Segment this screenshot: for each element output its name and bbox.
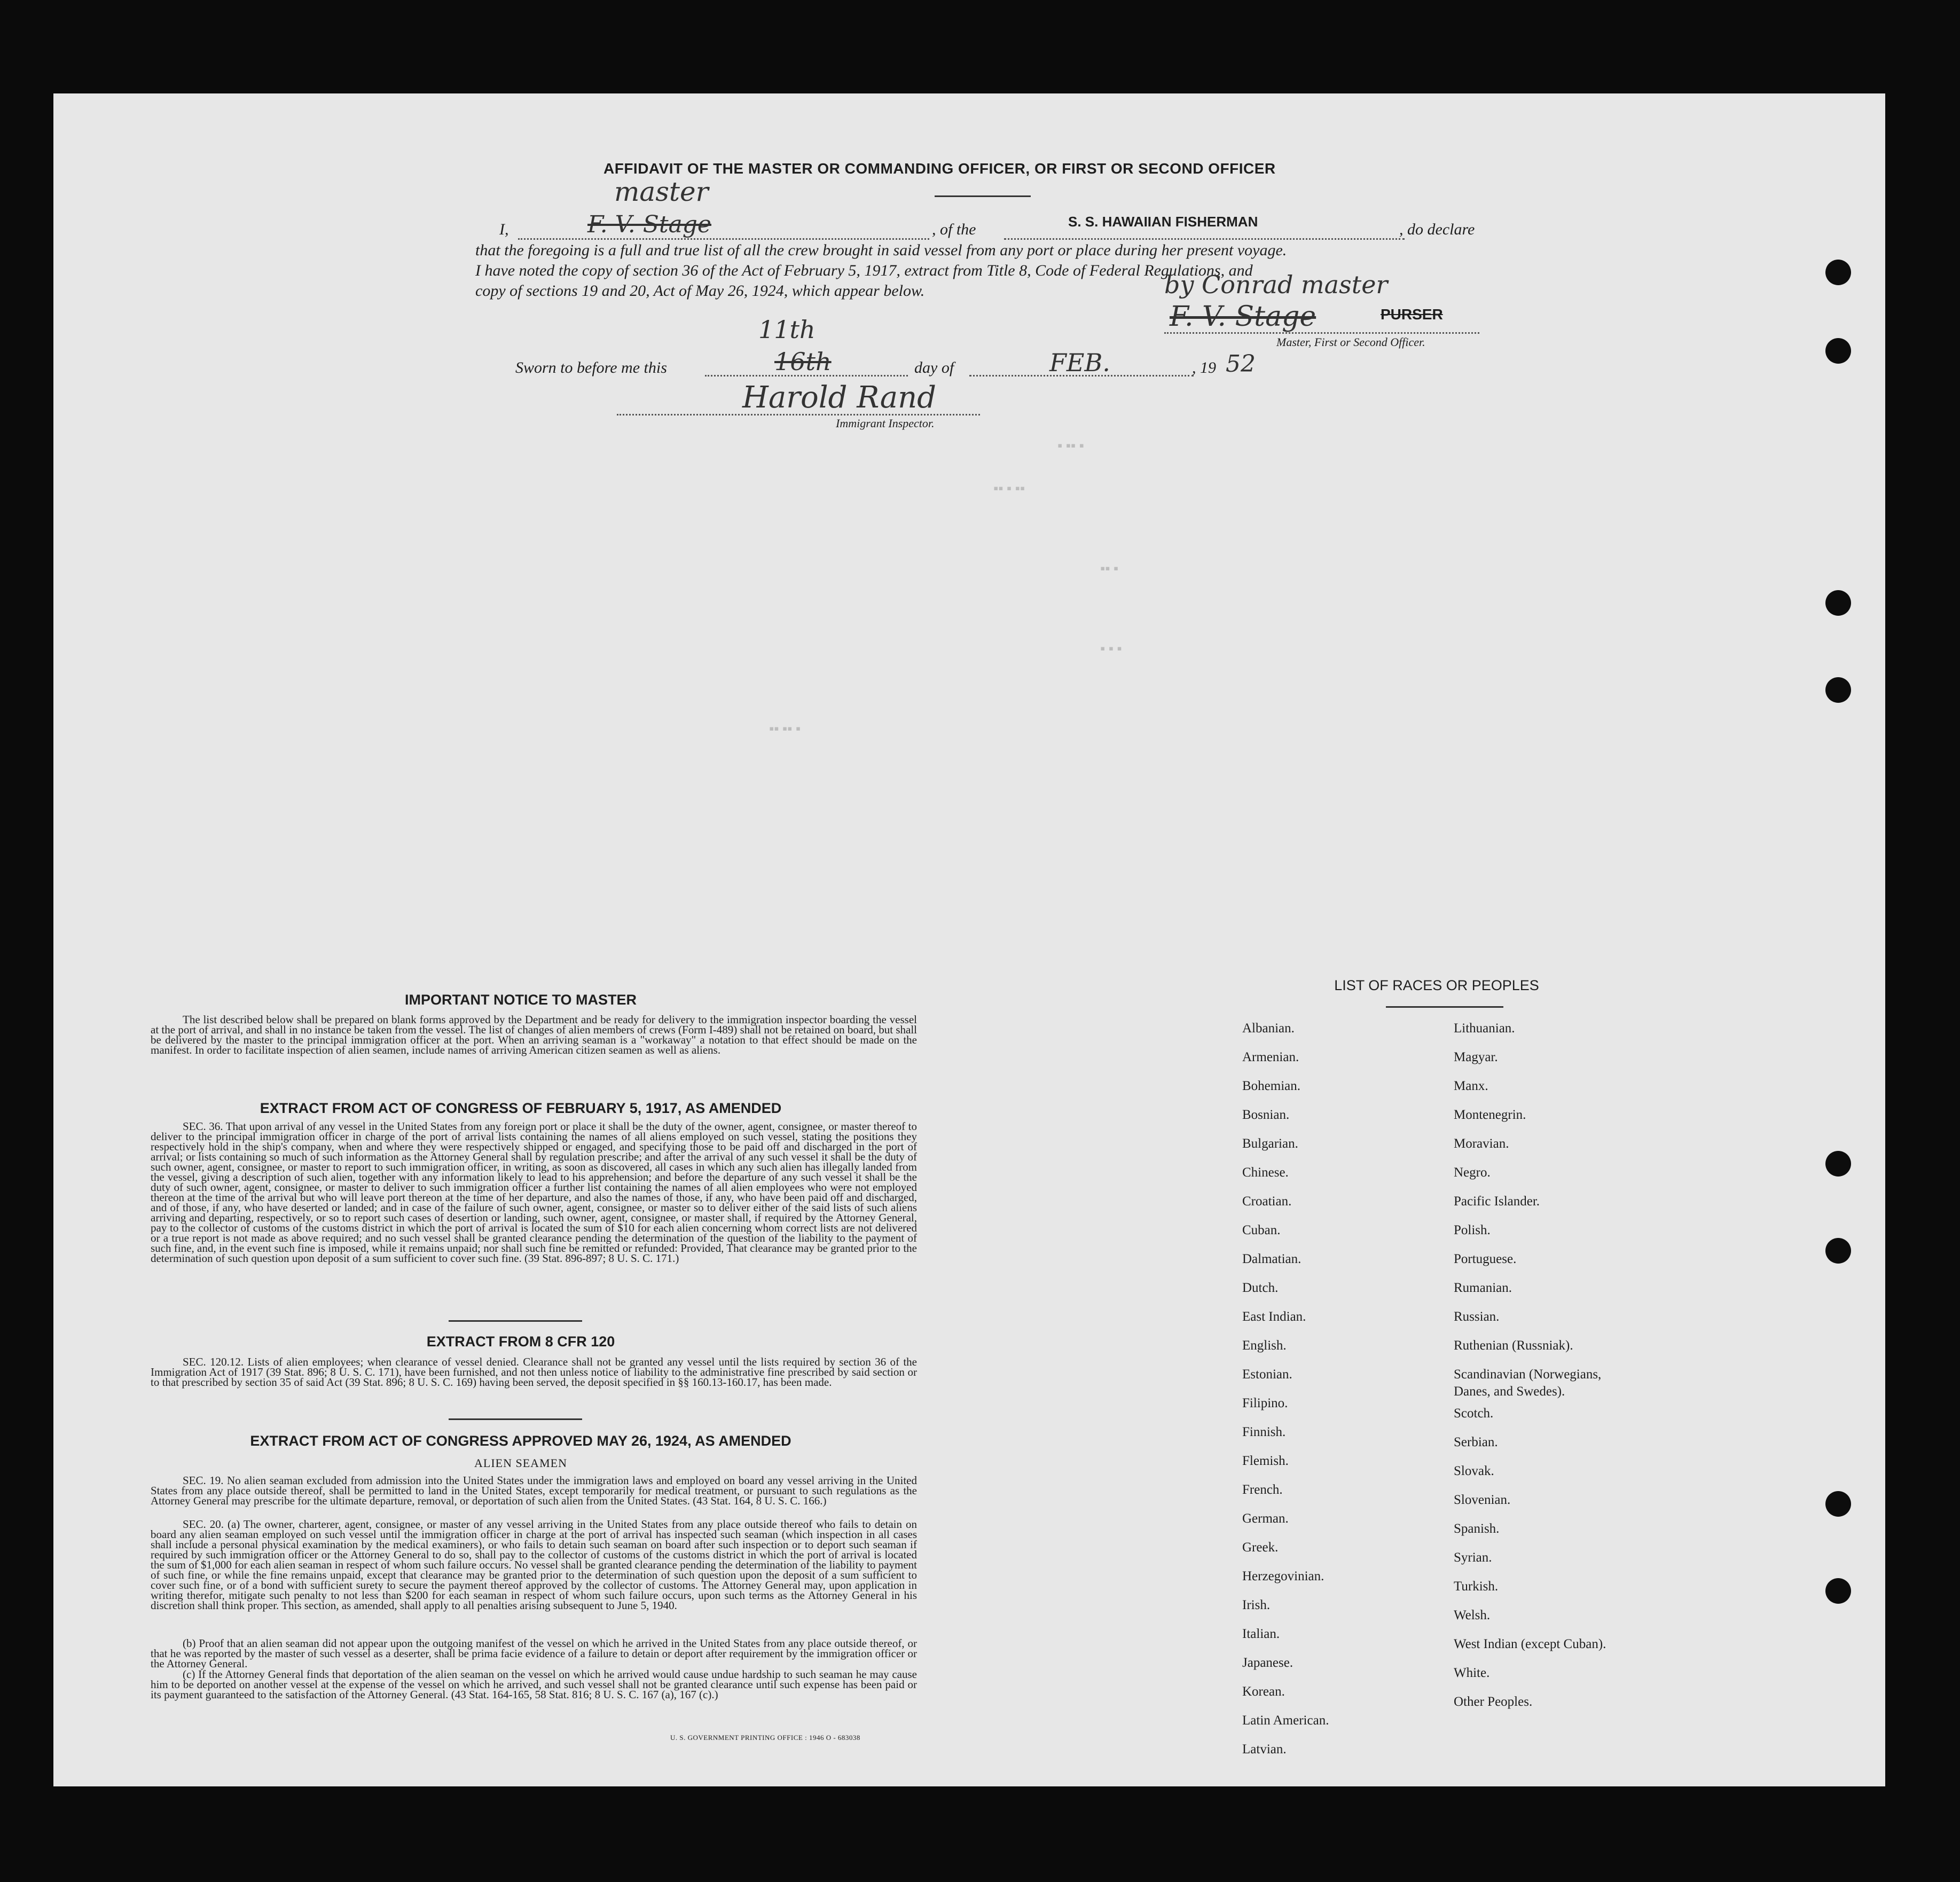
race-item: Magyar. [1454,1050,1498,1064]
master-name-line [518,238,929,240]
race-item: Spanish. [1454,1522,1500,1536]
race-item: Manx. [1454,1079,1488,1093]
race-item: Flemish. [1242,1454,1289,1468]
race-item: Bohemian. [1242,1079,1301,1093]
extract-1917-body: SEC. 36. That upon arrival of any vessel in the United States from any foreign port or place it shall be the duty of the owner, agent, consignee, or master thereof to deliver to the principal immigration officer in charge of the port of arrival lists containing the names of all aliens employed on such vessel, stating the positions they respectively hold in the ship's company, when and where they were respectively shipped or engaged, and specifying those to be paid off and discharged in the port of arrival; or lists containing so much of such information as the Attorney General shall by regulation prescribe; and after the arrival of any such vessel it shall be the duty of such owner, agent, consignee, or master to report to such immigration officer, in writing, as soon as discovered, all cases in which any such alien has illegally landed from the vessel, giving a description of such alien, together with any information likely to lead to his apprehension; and before the departure of any such vessel it shall be the duty of such owner, agent, consignee, or master to deliver to such immigration officer a further list containing the names of all alien employees who were not employed thereon at the time of the arrival but who will leave port thereon at the time of her departure, and also the names of those, if any, who have been paid off and discharged, and of those, if any, who have deserted or landed; and in case of the failure of such owner, agent, consignee, or master so to deliver either of the said lists of such aliens arriving and departing, respectively, or so to report such cases of desertion or landing, such owner, agent, consignee, or master shall, if required by the Attorney General, pay to the collector of customs of the customs district in which the port of arrival is located the sum of $10 for each alien concerning whom correct lists are not delivered or a true report is not made as above required; and no such vessel shall be granted clearance pending the determination of the question of the liability to the payment of such fine, and, in the event such fine is imposed, while it remains unpaid; nor shall such fine be remitted or refunded: Provided, That clearance may be granted prior to the determination of such question upon deposit of a sum sufficient to cover such fine. (39 Stat. 896-897; 8 U. S. C. 171.) [151,1120,917,1265]
punch-hole [1825,1491,1851,1517]
section-divider [449,1418,582,1420]
race-item: Greek. [1242,1540,1279,1555]
extract-cfr-title: EXTRACT FROM 8 CFR 120 [426,1334,615,1350]
bleed-through-marks: ▪ ▪▪ ▪ [1057,438,1084,453]
race-item: Pacific Islander. [1454,1194,1540,1209]
extract-cfr-body: SEC. 120.12. Lists of alien employees; when clearance of vessel denied. Clearance shall not be granted any vessel until the lists required by section 36 of the Immigration Act of 1917 (39 Stat. 896; 8 U. S. C. 171), have been furnished, and not then unless notice of liability to the administrative fine prescribed by said section or to that prescribed by section 35 of said Act (39 Stat. 896; 8 U. S. C. 169) having been served, the deposit specified in §§ 160.13-160.17, has been made. [151,1355,917,1389]
punch-hole [1825,260,1851,285]
year-suffix: 52 [1226,350,1256,378]
signature-caption: Master, First or Second Officer. [1276,335,1425,349]
race-item: Italian. [1242,1627,1280,1641]
race-item: Filipino. [1242,1396,1288,1410]
vessel-name-line [1004,238,1405,240]
punch-hole [1825,677,1851,703]
race-item: Chinese. [1242,1165,1289,1180]
race-item: Portuguese. [1454,1252,1517,1266]
race-item: Serbian. [1454,1435,1498,1449]
sworn-text: Sworn to before me this [515,359,667,377]
punch-hole [1825,338,1851,364]
race-item: Slovak. [1454,1464,1494,1478]
race-item: Turkish. [1454,1579,1499,1594]
race-item: East Indian. [1242,1309,1306,1324]
race-item: Rumanian. [1454,1281,1512,1295]
signature-suffix: PURSER [1381,306,1443,323]
race-item: Polish. [1454,1223,1491,1237]
race-item: Ruthenian (Russniak). [1454,1338,1573,1353]
race-item: Bosnian. [1242,1108,1290,1122]
sworn-month-line [969,375,1194,377]
race-item: Other Peoples. [1454,1695,1533,1709]
bleed-through-marks: ▪▪ ▪ ▪▪ [993,481,1025,496]
affidavit-title: AFFIDAVIT OF THE MASTER OR COMMANDING OFFICER, OR FIRST OR SECOND OFFICER [603,160,1276,177]
race-item: Russian. [1454,1309,1500,1324]
extract-1924-subtitle: ALIEN SEAMEN [474,1456,567,1470]
vessel-name: S. S. HAWAIIAN FISHERMAN [1068,214,1258,230]
race-item: Moravian. [1454,1136,1509,1151]
race-item: Albanian. [1242,1021,1295,1036]
race-item: Finnish. [1242,1425,1286,1439]
race-item: Montenegrin. [1454,1108,1526,1122]
race-item: Herzegovinian. [1242,1569,1324,1583]
bleed-through-marks: ▪▪ ▪ [1100,561,1119,576]
race-item: Croatian. [1242,1194,1292,1209]
extract-1924-sec20b: (b) Proof that an alien seaman did not appear upon the outgoing manifest of the vessel on which he arrived in the United States from any place outside thereof, or that he was reported by the master of such vessel as a deserter, shall be prima facie evidence of a failure to detain or deport after requirement by the immigration officer or the Attorney General. [151,1637,917,1670]
printer-imprint: U. S. GOVERNMENT PRINTING OFFICE : 1946 O - 683038 [670,1734,860,1742]
sworn-month: FEB. [1049,348,1110,377]
inspector-signature: Harold Rand [742,380,937,415]
race-item: Estonian. [1242,1367,1292,1382]
inspector-signature-line [617,414,980,415]
officer-signature: F. V. Stage [1170,301,1316,333]
race-item: Dalmatian. [1242,1252,1302,1266]
race-item: Dutch. [1242,1281,1279,1295]
of-the-label: , of the [932,221,976,238]
race-item: Bulgarian. [1242,1136,1298,1151]
race-item: Syrian. [1454,1550,1492,1565]
race-item: Cuban. [1242,1223,1281,1237]
race-item: Danes, and Swedes). [1454,1384,1565,1399]
year-prefix: , 19 [1192,359,1216,377]
bleed-through-marks: ▪▪ ▪▪ ▪ [769,721,801,736]
affidavit-line1-i: I, [499,221,509,238]
race-item: Welsh. [1454,1608,1491,1622]
sworn-day-correction: 11th [758,315,816,344]
bleed-through-marks: ▪ ▪ ▪ [1100,641,1122,656]
sworn-day-line [705,375,908,377]
punch-hole [1825,590,1851,616]
race-item: Japanese. [1242,1656,1293,1670]
punch-hole [1825,1238,1851,1264]
notice-title: IMPORTANT NOTICE TO MASTER [405,992,637,1008]
race-item: Korean. [1242,1684,1285,1699]
race-item: Latvian. [1242,1742,1287,1756]
inspector-caption: Immigrant Inspector. [836,417,935,430]
race-item: German. [1242,1511,1289,1526]
race-item: Scotch. [1454,1406,1494,1421]
race-item: Negro. [1454,1165,1491,1180]
extract-1924-sec20a: SEC. 20. (a) The owner, charterer, agent, consignee, or master of any vessel arriving in the United States from any place outside thereof who fails to detain on board any alien seaman employed on such vessel until the immigration officer in charge at the port of arrival has inspected such seaman (which inspection in all cases shall include a personal physical examination by the medical examiners), or who fails to detain such seaman on board after such inspection or to deport such seaman if required by such immigration officer or the Attorney General to do so, shall pay to the collector of customs of the customs district in which the port of arrival is located the sum of $1,000 for each alien seaman in respect of whom such failure occurs. No vessel shall be granted clearance pending the determination of the liability to payment of such fine, or while the fine remains unpaid, except that clearance may be granted prior to the determination of such question upon the deposit of a sum sufficient to cover such fine, or of a bond with sufficient surety to secure the payment thereof approved by the collector of customs. The Attorney General may, upon application in writing therefor, mitigate such penalty to not less than $200 for each seaman in respect of whom such failure occurs, upon such terms as the Attorney General in his discretion shall think proper. This section, as amended, shall apply to all penalties arising subsequent to June 5, 1940. [151,1518,917,1612]
race-item: Irish. [1242,1598,1271,1612]
race-item: Lithuanian. [1454,1021,1515,1036]
race-item: English. [1242,1338,1287,1353]
race-item: Slovenian. [1454,1493,1511,1507]
affidavit-line2: that the foregoing is a full and true list of all the crew brought in said vessel from any port or place during her present voyage. [475,241,1287,259]
extract-1924-title: EXTRACT FROM ACT OF CONGRESS APPROVED MAY 26, 1924, AS AMENDED [250,1433,791,1449]
affidavit-line3: I have noted the copy of section 36 of the Act of February 5, 1917, extract from Title 8, Code of Federal Regulations, and [475,262,1253,279]
sworn-day-original: 16th [774,347,832,376]
extract-1917-title: EXTRACT FROM ACT OF CONGRESS OF FEBRUARY 5, 1917, AS AMENDED [260,1100,782,1116]
race-item: Scandinavian (Norwegians, [1454,1367,1602,1382]
signature-line [1164,332,1479,334]
notice-body: The list described below shall be prepared on blank forms approved by the Department and be ready for delivery to the immigration inspector boarding the vessel at the port of arrival, and shall in no instance be taken from the vessel. The list of changes of alien members of crews (Form I-489) shall not be retained on board, but shall be delivered by the master to the principal immigration officer at the port. When an arriving seaman is a "workaway" a notation to that effect should be made on the manifest. In order to facilitate inspection of alien seamen, include names of arriving American citizen seamen as well as aliens. [151,1013,917,1056]
master-name-handwritten: F. V. Stage [587,211,711,238]
do-declare-label: , do declare [1399,221,1475,238]
title-underline [935,195,1031,197]
race-item: Armenian. [1242,1050,1299,1064]
races-title-underline [1386,1006,1503,1008]
section-divider [449,1320,582,1322]
extract-1924-sec20c: (c) If the Attorney General finds that deportation of the alien seaman on the vessel on which he arrived would cause undue hardship to such seaman he may cause him to be deported on another vessel at the expense of the vessel on which he arrived, and such vessel shall not be granted clearance until such expense has been paid or its payment guaranteed to the satisfaction of the Attorney General. (43 Stat. 164-165, 58 Stat. 816; 8 U. S. C. 167 (a), 167 (c).) [151,1668,917,1701]
affidavit-line4: copy of sections 19 and 20, Act of May 26, 1924, which appear below. [475,282,925,300]
handwritten-rank: master [614,176,709,207]
race-item: Latin American. [1242,1713,1329,1728]
race-item: French. [1242,1483,1283,1497]
race-item: West Indian (except Cuban). [1454,1637,1606,1651]
race-item: White. [1454,1666,1490,1680]
punch-hole [1825,1578,1851,1604]
day-of-label: day of [914,359,954,377]
races-title: LIST OF RACES OR PEOPLES [1334,977,1539,993]
signature-note-handwritten: by Conrad master [1164,270,1388,299]
extract-1924-sec19: SEC. 19. No alien seaman excluded from admission into the United States under the immigration laws and employed on board any vessel arriving in the United States from any place outside thereof, shall be permitted to land in the United States, except temporarily for medical treatment, or pursuant to such regulations as the Attorney General may prescribe for the ultimate departure, removal, or deportation of such alien from the United States. (43 Stat. 164, 8 U. S. C. 166.) [151,1474,917,1507]
punch-hole [1825,1151,1851,1177]
